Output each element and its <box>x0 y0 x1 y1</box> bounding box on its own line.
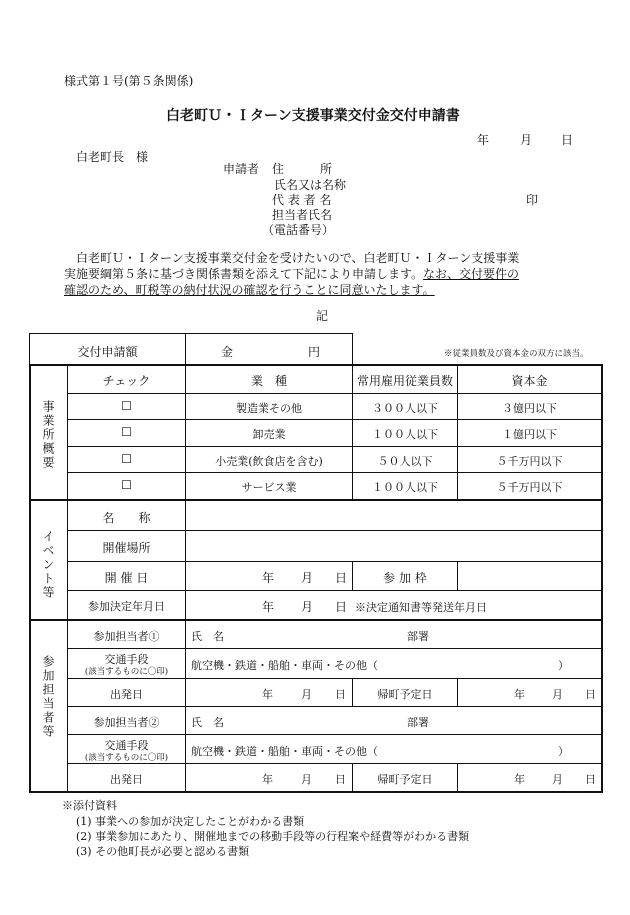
table-border-top <box>29 364 603 366</box>
event-row-line-3 <box>67 590 602 591</box>
event-date-year: 年 <box>262 571 275 585</box>
applicant-label: 申請者 <box>223 162 260 176</box>
participant-2-return-label: 帰町予定日 <box>377 773 433 786</box>
participant-2-depart-year: 年 <box>262 773 273 786</box>
contact-person-label: 担当者氏名 <box>272 208 333 222</box>
participant-1-depart-year: 年 <box>262 688 273 701</box>
business-industry: 製造業その他 <box>236 402 302 415</box>
participant-2-transport-close: ） <box>558 745 569 758</box>
business-capital: ３億円以下 <box>502 402 557 415</box>
amount-border-right <box>352 333 353 365</box>
participant-1-transport-close: ） <box>558 659 569 672</box>
business-industry: サービス業 <box>241 481 297 494</box>
date-month: 月 <box>520 133 533 147</box>
participant-1-return-divider-right <box>457 678 458 706</box>
participant-2-return-divider-right <box>457 763 458 792</box>
participant-1-depart-label: 出発日 <box>110 688 143 701</box>
business-check-box[interactable]: ☐ <box>121 478 132 492</box>
body-line-1: 白老町Ｕ・Ｉターン支援事業交付金を受けたいので、白老町Ｕ・Ｉターン支援事業 <box>76 251 520 265</box>
participant-1-transport-sub: (該当するものに〇印) <box>84 667 169 677</box>
participant-1-return-year: 年 <box>514 688 525 701</box>
business-header-capital: 資本金 <box>511 374 548 388</box>
business-employees: １００人以下 <box>372 428 438 441</box>
participant-2-dept-label: 部署 <box>407 716 429 729</box>
amount-kin: 金 <box>221 345 234 359</box>
participant-1-return-label: 帰町予定日 <box>377 688 433 701</box>
business-capital: ５千万円以下 <box>496 455 563 468</box>
addressee: 白老町長 様 <box>76 150 149 164</box>
event-venue-label: 開催場所 <box>102 541 151 555</box>
table-border-right <box>601 364 603 793</box>
table-border-left <box>29 364 31 793</box>
participant-1-return-month: 月 <box>552 688 563 701</box>
amount-note: ※従業員数及び資本金の双方に該当。 <box>444 349 589 359</box>
event-row-line-2 <box>67 561 602 562</box>
business-check-box[interactable]: ☐ <box>121 425 132 439</box>
amount-yen: 円 <box>308 345 321 359</box>
event-decision-month: 月 <box>301 600 314 614</box>
participant-2-depart-label: 出発日 <box>110 773 143 786</box>
event-decision-label: 参加決定年月日 <box>88 600 165 613</box>
business-employees: ５０人以下 <box>377 455 433 468</box>
participant-2-return-day: 日 <box>585 773 596 786</box>
participants-row-line-1 <box>67 648 602 649</box>
event-date-label: 開 催 日 <box>104 571 149 585</box>
business-section-label: 事業所概要 <box>41 400 55 470</box>
amount-border-top <box>29 333 353 334</box>
business-header-line <box>67 393 602 394</box>
participant-1-return-day: 日 <box>585 688 596 701</box>
business-check-box[interactable]: ☐ <box>121 452 132 466</box>
body-line-2-plain: 実施要綱第５条に基づき関係書類を添えて下記により申請します。 <box>64 267 424 281</box>
business-capital: １億円以下 <box>502 428 557 441</box>
event-name-label: 名 称 <box>102 511 151 525</box>
body-line-3: 確認のため、町税等の納付状況の確認を行うことに同意いたします。 <box>64 283 435 297</box>
event-row-line-1 <box>67 530 602 531</box>
table-border-bottom <box>29 791 603 793</box>
form-number: 様式第１号(第５条関係) <box>64 74 194 88</box>
amount-divider <box>185 333 186 365</box>
participant-2-transport-sub: (該当するものに〇印) <box>84 753 169 763</box>
attachment-item: (2) 事業参加にあたり、開催地までの移動手段等の行程案や経費等がわかる書類 <box>76 830 470 843</box>
event-decision-note: ※決定通知書等発送年月日 <box>355 601 487 614</box>
event-date-month: 月 <box>301 571 314 585</box>
business-header-check: チェック <box>102 374 151 388</box>
attachments-heading: ※添付資料 <box>62 799 117 812</box>
business-check-box[interactable]: ☐ <box>121 399 132 413</box>
business-industry: 卸売業 <box>252 428 286 441</box>
participants-row-line-2 <box>67 678 602 679</box>
participant-2-transport-label: 交通手段 <box>104 739 149 752</box>
participant-1-label: 参加担当者① <box>93 630 160 643</box>
participant-2-return-month: 月 <box>552 773 563 786</box>
business-row-line-1 <box>67 419 602 420</box>
applicant-name-label: 氏名又は名称 <box>274 178 347 192</box>
participant-1-dept-label: 部署 <box>407 630 429 643</box>
event-decision-day: 日 <box>335 600 348 614</box>
date-day: 日 <box>561 133 574 147</box>
section-divider-1 <box>29 499 603 501</box>
participant-1-depart-day: 日 <box>335 688 346 701</box>
seal-mark: 印 <box>526 193 539 207</box>
page-title: 白老町Ｕ・Ｉターン支援事業交付金交付申請書 <box>166 108 460 124</box>
participant-1-transport-label: 交通手段 <box>104 653 149 666</box>
business-header-industry: 業 種 <box>250 374 287 388</box>
participant-1-transport-options[interactable]: 航空機・鉄道・船舶・車両・その他（ <box>191 659 378 672</box>
business-capital: ５千万円以下 <box>496 481 563 494</box>
event-col-line <box>185 500 186 620</box>
event-section-label: イベント等 <box>41 530 55 600</box>
section-divider-2 <box>29 619 603 621</box>
participants-row-line-3 <box>67 706 602 707</box>
business-header-employees: 常用雇用従業員数 <box>356 374 453 388</box>
body-line-2 <box>64 265 519 282</box>
participants-section-label: 参加担当者等 <box>41 655 55 739</box>
participant-2-return-year: 年 <box>514 773 525 786</box>
amount-label: 交付申請額 <box>77 345 138 359</box>
ki-label: 記 <box>316 309 329 323</box>
representative-label: 代 表 者 名 <box>272 193 332 207</box>
applicant-address-label: 住 所 <box>272 162 333 176</box>
business-row-line-2 <box>67 446 602 447</box>
business-employees: ３００人以下 <box>372 402 438 415</box>
event-date-day: 日 <box>335 571 348 585</box>
event-decision-year: 年 <box>262 600 275 614</box>
date-year: 年 <box>477 133 490 147</box>
event-col-line-slots-right <box>457 561 458 590</box>
attachment-item: (1) 事業への参加が決定したことがわかる書類 <box>76 815 305 828</box>
participant-2-name-label: 氏 名 <box>191 716 224 729</box>
event-slots-label: 参 加 枠 <box>383 571 427 585</box>
body-line-2-underlined: なお、交付要件の <box>423 267 520 281</box>
participants-row-line-5 <box>67 763 602 764</box>
phone-label: （電話番号） <box>262 223 335 237</box>
participant-1-name-label: 氏 名 <box>191 630 224 643</box>
participant-1-depart-month: 月 <box>301 688 312 701</box>
business-row-line-3 <box>67 472 602 473</box>
participant-2-depart-day: 日 <box>335 773 346 786</box>
business-employees: １００人以下 <box>372 481 438 494</box>
business-industry: 小売業(飲食店を含む) <box>215 455 323 468</box>
participant-2-label: 参加担当者② <box>93 716 160 729</box>
participants-row-line-4 <box>67 734 602 735</box>
attachment-item: (3) その他町長が必要と認める書類 <box>76 845 250 858</box>
participant-2-transport-options[interactable]: 航空機・鉄道・船舶・車両・その他（ <box>191 745 378 758</box>
participant-2-depart-month: 月 <box>301 773 312 786</box>
